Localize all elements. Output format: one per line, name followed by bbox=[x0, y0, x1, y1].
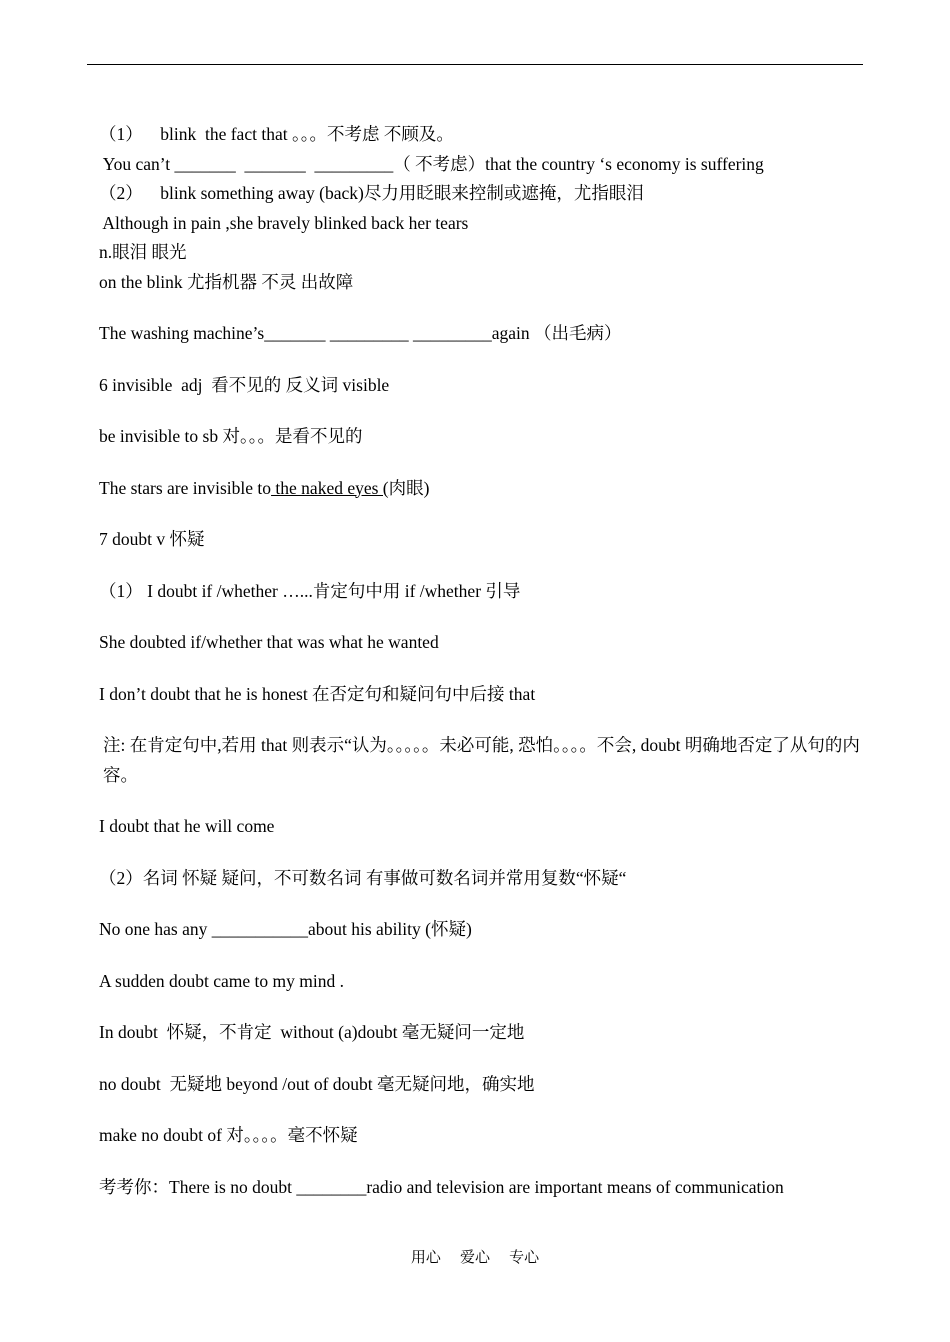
text-line-8: 6 invisible adj 看不见的 反义词 visible bbox=[99, 374, 390, 395]
text-line-22: make no doubt of 对。。。。毫不怀疑 bbox=[99, 1125, 358, 1145]
text-line-7: The washing machine’s_______ _________ _________again （出毛病） bbox=[99, 323, 622, 343]
text-line-9: be invisible to sb 对。。。是看不见的 bbox=[99, 426, 363, 446]
text-line-2: You can’t _______ _______ _________（ 不考虑）that the country ‘s economy is suffering bbox=[99, 153, 764, 174]
note-paragraph: 注: 在肯定句中,若用 that 则表示“认为。。。。。未必可能, 恐怕。。。。不会, doubt 明确地否定了从句的内容。 bbox=[103, 735, 860, 785]
text-line-20: In doubt 怀疑，不肯定 without (a)doubt 毫无疑问一定地 bbox=[99, 1022, 525, 1042]
text-line-13: She doubted if/whether that was what he wanted bbox=[99, 632, 439, 652]
text-line-17: （2）名词 怀疑 疑问，不可数名词 有事做可数名词并常用复数“怀疑“ bbox=[99, 867, 627, 888]
text-line-18: No one has any ___________about his ability (怀疑) bbox=[99, 919, 472, 939]
text-line-10 bbox=[99, 474, 869, 504]
text-line-11: 7 doubt v 怀疑 bbox=[99, 529, 205, 549]
header-rule bbox=[87, 64, 863, 65]
text-line-10-end: 肉眼) bbox=[388, 477, 430, 498]
text-line-16: I doubt that he will come bbox=[99, 816, 275, 836]
text-line-4: Although in pain ,she bravely blinked back her tears bbox=[99, 212, 469, 233]
document-body bbox=[99, 120, 869, 1202]
text-line-14: I don’t doubt that he is honest 在否定句和疑问句中后接 that bbox=[99, 683, 536, 704]
text-line-12: （1） I doubt if /whether …...肯定句中用 if /whether 引导 bbox=[99, 580, 521, 601]
text-line-10-start: The stars are invisible to bbox=[99, 477, 272, 498]
text-line-6: on the blink 尤指机器 不灵 出故障 bbox=[99, 271, 354, 292]
text-line-1: （1） blink the fact that 。。。不考虑 不顾及。 bbox=[99, 124, 454, 144]
text-line-5: n.眼泪 眼光 bbox=[99, 242, 187, 262]
page-footer: 用心 爱心 专心 bbox=[410, 1248, 540, 1266]
underlined-phrase: the naked eyes ( bbox=[271, 477, 389, 498]
text-line-19: A sudden doubt came to my mind . bbox=[99, 970, 344, 991]
text-line-3: （2） blink something away (back)尽力用眨眼来控制或遮掩，尤指眼泪 bbox=[99, 183, 644, 203]
text-line-23: 考考你：There is no doubt ________radio and television are important means of communication bbox=[99, 1176, 784, 1197]
text-line-21: no doubt 无疑地 beyond /out of doubt 毫无疑问地，确实地 bbox=[99, 1073, 535, 1094]
